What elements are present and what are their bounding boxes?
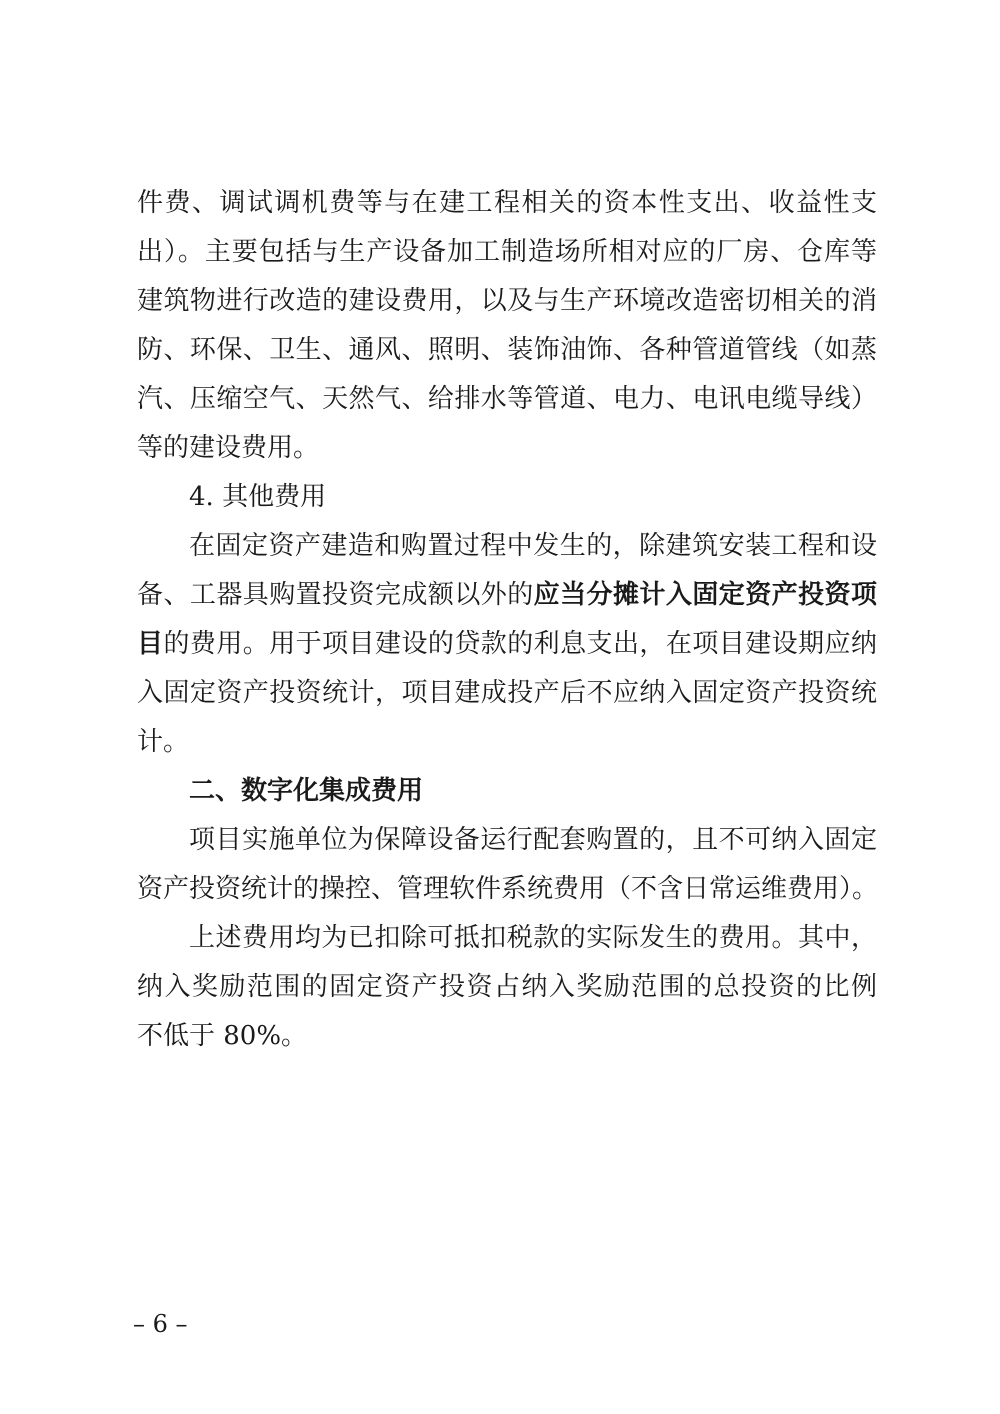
text-segment: 备、工器具购置投资完成额以外的: [137, 580, 534, 610]
text-line: 防、环保、卫生、通风、照明、装饰油饰、各种管道管线（如蒸: [137, 335, 877, 365]
text-line: 汽、压缩空气、天然气、给排水等管道、电力、电讯电缆导线）: [137, 384, 877, 414]
text-segment: 的费用。用于项目建设的贷款的利息支出，在项目建设期应纳: [163, 629, 877, 659]
text-line: 件费、调试调机费等与在建工程相关的资本性支出、收益性支: [137, 188, 877, 218]
text-line: 上述费用均为已扣除可抵扣税款的实际发生的费用。其中，: [189, 923, 877, 953]
text-line: 纳入奖励范围的固定资产投资占纳入奖励范围的总投资的比例: [137, 972, 877, 1002]
text-line: 计。: [137, 727, 190, 757]
section-heading: 二、数字化集成费用: [189, 776, 424, 806]
bold-text-segment: 目: [137, 629, 164, 659]
text-line: 等的建设费用。: [137, 433, 320, 463]
text-line: 资产投资统计的操控、管理软件系统费用（不含日常运维费用）。: [137, 874, 879, 904]
text-line-mixed: [137, 627, 877, 661]
text-line: 入固定资产投资统计，项目建成投产后不应纳入固定资产投资统: [137, 678, 877, 708]
page-number: – 6 –: [133, 1310, 188, 1338]
item-title: 4. 其他费用: [189, 482, 327, 512]
text-line: 项目实施单位为保障设备运行配套购置的，且不可纳入固定: [189, 825, 877, 855]
text-line: 出）。主要包括与生产设备加工制造场所相对应的厂房、仓库等: [137, 237, 877, 267]
text-line: 在固定资产建造和购置过程中发生的，除建筑安装工程和设: [189, 531, 877, 561]
text-line: 建筑物进行改造的建设费用，以及与生产环境改造密切相关的消: [137, 286, 877, 316]
bold-text-segment: 应当分摊计入固定资产投资项: [533, 580, 877, 610]
text-line-mixed: [137, 578, 877, 612]
text-line: 不低于 80%。: [137, 1021, 308, 1051]
